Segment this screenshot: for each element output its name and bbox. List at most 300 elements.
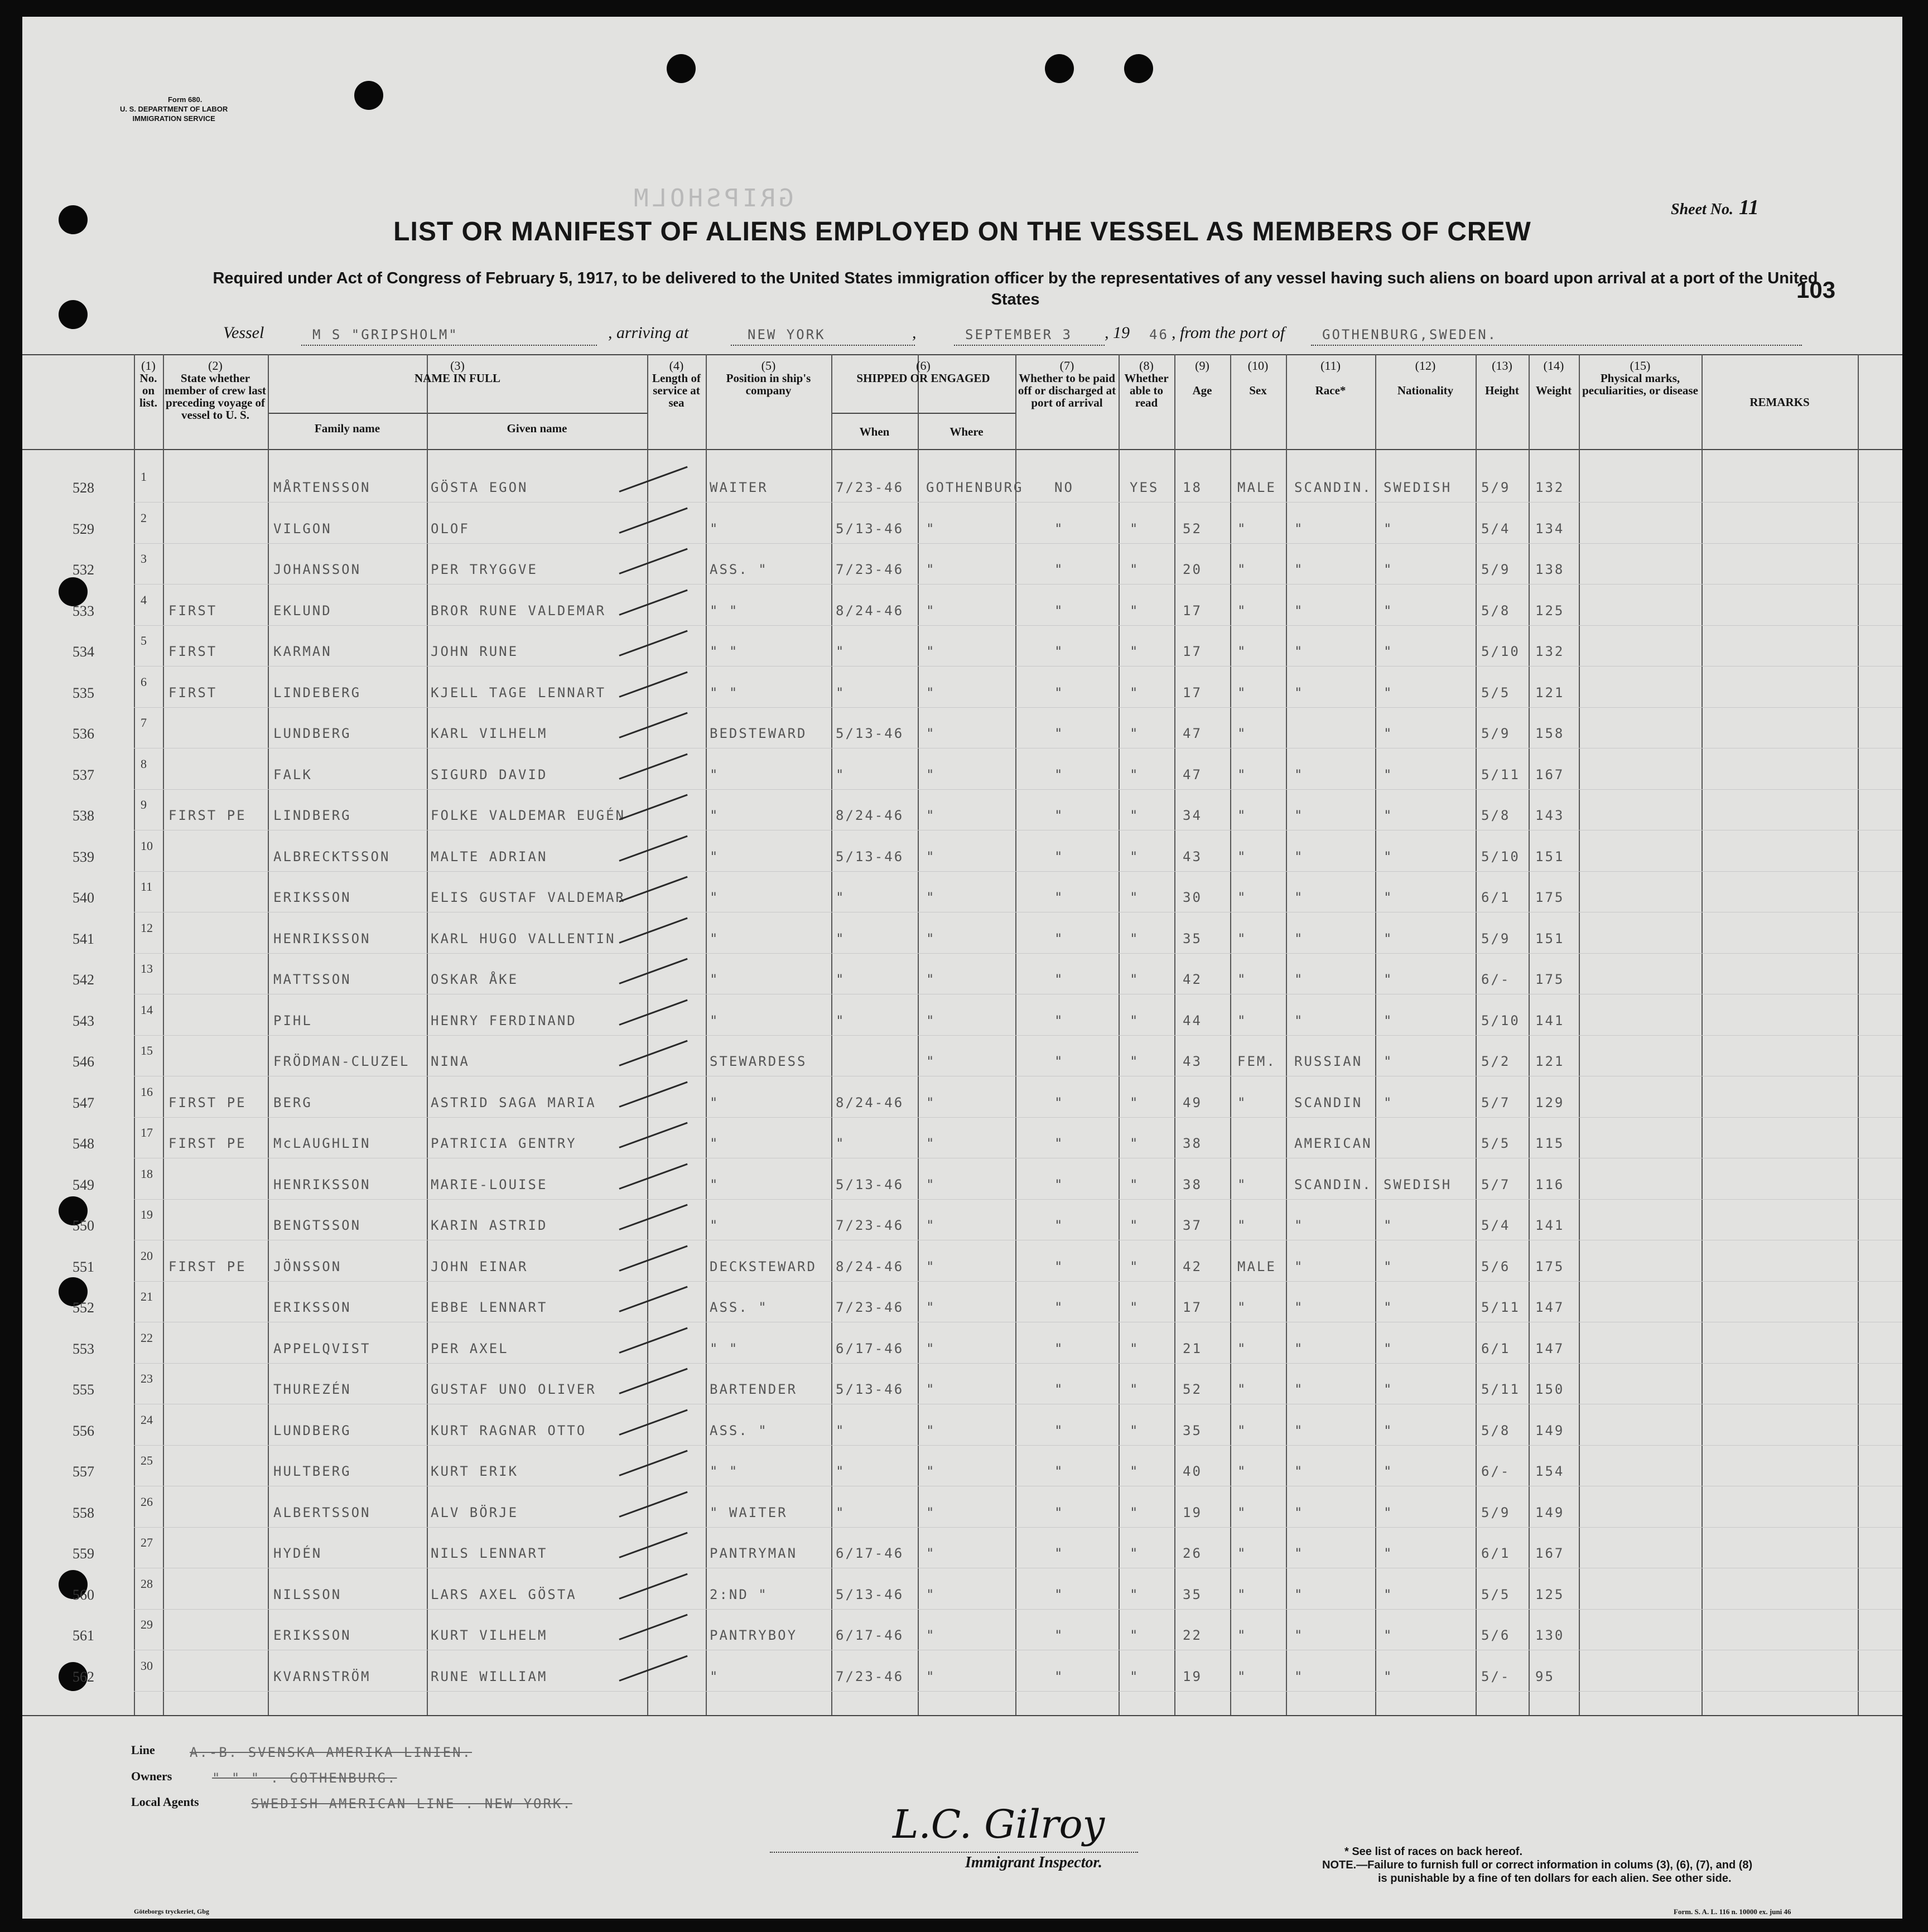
where-cell: " xyxy=(926,1176,936,1192)
family-name-cell: JÖNSSON xyxy=(273,1258,342,1274)
position-cell: STEWARDESS xyxy=(710,1054,807,1069)
sheet-number-value: 11 xyxy=(1739,196,1759,219)
read-cell: " xyxy=(1130,644,1140,659)
service-check-mark xyxy=(619,958,687,984)
list-number: 4 xyxy=(141,592,147,607)
position-cell: " xyxy=(710,1668,720,1684)
paid-cell: " xyxy=(1054,602,1064,619)
weight-cell: 150 xyxy=(1535,1382,1565,1397)
position-cell: " xyxy=(710,766,720,783)
weight-cell: 147 xyxy=(1535,1340,1565,1356)
form-number: Form 680. xyxy=(167,95,203,104)
sex-cell: " xyxy=(1237,1627,1247,1643)
where-cell: " xyxy=(926,1258,936,1274)
manifest-sheet xyxy=(22,17,1902,1919)
position-cell: " " xyxy=(710,1464,739,1479)
age-cell: 38 xyxy=(1183,1176,1202,1192)
height-cell: 5/9 xyxy=(1481,726,1511,741)
when-cell: " xyxy=(836,1136,846,1151)
position-cell: " xyxy=(710,1094,720,1110)
punch-hole xyxy=(1045,54,1074,83)
where-cell: " xyxy=(926,1382,936,1397)
when-cell: 7/23-46 xyxy=(836,1300,904,1315)
age-cell: 37 xyxy=(1183,1218,1202,1233)
read-cell: YES xyxy=(1130,480,1159,495)
punch-hole xyxy=(1124,54,1153,83)
row-rule xyxy=(134,1117,1902,1118)
table-top-rule xyxy=(22,354,1902,355)
family-name-cell: NILSSON xyxy=(273,1586,342,1602)
list-number: 13 xyxy=(141,962,153,975)
weight-cell: 151 xyxy=(1535,930,1565,946)
when-cell: 7/23-46 xyxy=(836,1218,904,1233)
nationality-cell: " xyxy=(1384,890,1394,905)
when-cell: 5/13-46 xyxy=(836,1382,904,1397)
given-name-cell: KURT ERIK xyxy=(431,1464,519,1479)
row-rule xyxy=(134,1609,1902,1610)
weight-cell: 175 xyxy=(1535,972,1565,987)
when-cell: 7/23-46 xyxy=(836,562,904,577)
where-cell: " xyxy=(926,1136,936,1151)
col-family-header: Family name xyxy=(314,422,380,435)
state-cell: FIRST PE xyxy=(168,1136,247,1151)
list-number: 9 xyxy=(141,798,147,812)
given-name-cell: GUSTAF UNO OLIVER xyxy=(431,1382,596,1397)
family-name-cell: ALBERTSSON xyxy=(273,1504,371,1520)
where-cell: " xyxy=(926,1545,936,1561)
weight-cell: 132 xyxy=(1535,644,1565,659)
given-name-cell: MALTE ADRIAN xyxy=(431,848,548,864)
given-name-cell: PER TRYGGVE xyxy=(431,562,538,577)
height-cell: 5/9 xyxy=(1481,480,1511,495)
col-name-header: (3) NAME IN FULL xyxy=(414,359,500,385)
col-service-header: (4) Length of service at sea xyxy=(652,359,701,409)
printer-imprint: Göteborgs tryckeriet, Gbg xyxy=(134,1907,209,1915)
list-number: 3 xyxy=(141,552,147,566)
paid-cell: " xyxy=(1054,1012,1064,1028)
given-name-cell: KURT RAGNAR OTTO xyxy=(431,1422,587,1438)
when-cell: " xyxy=(836,644,846,659)
service-check-mark xyxy=(619,876,687,902)
given-name-cell: KARIN ASTRID xyxy=(431,1218,548,1233)
state-cell: FIRST PE xyxy=(168,808,247,823)
read-cell: " xyxy=(1130,1627,1140,1643)
height-cell: 5/11 xyxy=(1481,1382,1520,1397)
position-cell: PANTRYBOY xyxy=(710,1627,798,1643)
record-number: 560 xyxy=(73,1586,94,1603)
position-cell: " xyxy=(710,1012,720,1028)
age-cell: 22 xyxy=(1183,1627,1202,1643)
nationality-cell: " xyxy=(1384,972,1394,987)
family-name-cell: HENRIKSSON xyxy=(273,1176,371,1192)
row-rule xyxy=(134,1035,1902,1036)
given-name-cell: BROR RUNE VALDEMAR xyxy=(431,602,606,619)
age-cell: 52 xyxy=(1183,520,1202,537)
sex-cell: " xyxy=(1237,930,1247,946)
nationality-cell: " xyxy=(1384,1258,1394,1274)
row-rule xyxy=(134,584,1902,585)
race-cell: " xyxy=(1294,684,1304,701)
height-cell: 5/9 xyxy=(1481,1504,1511,1520)
nationality-cell: " xyxy=(1384,1054,1394,1069)
record-number: 550 xyxy=(73,1218,94,1234)
punch-hole xyxy=(667,54,696,83)
service-check-mark xyxy=(619,630,687,656)
record-number: 556 xyxy=(73,1422,94,1439)
height-cell: 6/1 xyxy=(1481,1545,1511,1561)
given-name-cell: OSKAR ÅKE xyxy=(431,972,519,987)
race-cell: " xyxy=(1294,848,1304,864)
sex-cell: " xyxy=(1237,602,1247,619)
where-cell: " xyxy=(926,808,936,823)
record-number: 561 xyxy=(73,1627,94,1644)
race-cell: " xyxy=(1294,1340,1304,1356)
given-name-cell: ASTRID SAGA MARIA xyxy=(431,1094,596,1110)
given-name-cell: LARS AXEL GÖSTA xyxy=(431,1586,577,1602)
row-rule xyxy=(134,871,1902,872)
service-check-mark xyxy=(619,712,687,738)
read-cell: " xyxy=(1130,1340,1140,1356)
table-bottom-rule xyxy=(22,1715,1902,1716)
read-cell: " xyxy=(1130,1094,1140,1110)
weight-cell: 129 xyxy=(1535,1094,1565,1110)
weight-cell: 141 xyxy=(1535,1012,1565,1028)
list-number: 16 xyxy=(141,1084,153,1099)
race-cell: " xyxy=(1294,1545,1304,1561)
age-cell: 21 xyxy=(1183,1340,1202,1356)
height-cell: 5/6 xyxy=(1481,1627,1511,1643)
state-cell: FIRST PE xyxy=(168,1094,247,1110)
service-check-mark xyxy=(619,1368,687,1394)
height-cell: 5/5 xyxy=(1481,1586,1511,1602)
family-name-cell: LINDEBERG xyxy=(273,684,362,701)
read-cell: " xyxy=(1130,848,1140,864)
service-check-mark xyxy=(619,1081,687,1107)
weight-cell: 147 xyxy=(1535,1300,1565,1315)
race-cell: " xyxy=(1294,890,1304,905)
nationality-cell: " xyxy=(1384,1627,1394,1643)
race-cell: " xyxy=(1294,1218,1304,1233)
service-check-mark xyxy=(619,794,687,820)
position-cell: " xyxy=(710,848,720,864)
nationality-cell: SWEDISH xyxy=(1384,480,1452,495)
vessel-label: Vessel xyxy=(223,323,264,342)
service-check-mark xyxy=(619,671,687,697)
read-cell: " xyxy=(1130,602,1140,619)
record-number: 533 xyxy=(73,602,94,619)
col-sex-header: (10) Sex xyxy=(1247,359,1269,397)
paid-cell: " xyxy=(1054,972,1064,987)
record-number: 529 xyxy=(73,520,94,537)
col-height-header: (13) Height xyxy=(1485,359,1519,397)
sex-cell: " xyxy=(1237,1012,1247,1028)
race-cell: AMERICAN xyxy=(1294,1136,1372,1151)
arriving-label: , arriving at xyxy=(608,323,689,342)
position-cell: PANTRYMAN xyxy=(710,1545,798,1561)
position-cell: BEDSTEWARD xyxy=(710,726,807,741)
paid-cell: " xyxy=(1054,1094,1064,1110)
where-cell: " xyxy=(926,766,936,783)
sex-cell: " xyxy=(1237,562,1247,577)
footnote-penalty-cont: is punishable by a fine of ten dollars for each alien. See other side. xyxy=(1378,1872,1732,1885)
row-rule xyxy=(134,1281,1902,1282)
age-cell: 49 xyxy=(1183,1094,1202,1110)
age-cell: 18 xyxy=(1183,480,1202,495)
age-cell: 30 xyxy=(1183,890,1202,905)
family-name-cell: HENRIKSSON xyxy=(273,930,371,946)
family-name-cell: JOHANSSON xyxy=(273,562,362,577)
list-number: 10 xyxy=(141,838,153,853)
height-cell: 6/- xyxy=(1481,972,1511,987)
record-number: 559 xyxy=(73,1545,94,1562)
weight-cell: 115 xyxy=(1535,1136,1565,1151)
sex-cell: " xyxy=(1237,1545,1247,1561)
row-rule xyxy=(134,1363,1902,1364)
paid-cell: " xyxy=(1054,1504,1064,1520)
service-check-mark xyxy=(619,1573,687,1599)
arriving-underline xyxy=(731,345,915,346)
position-cell: " WAITER xyxy=(710,1504,788,1520)
where-cell: " xyxy=(926,644,936,659)
year-prefix: , 19 xyxy=(1105,323,1130,342)
nationality-cell: " xyxy=(1384,1545,1394,1561)
record-number: 542 xyxy=(73,972,94,988)
height-cell: 5/7 xyxy=(1481,1094,1511,1110)
weight-cell: 95 xyxy=(1535,1668,1555,1684)
sex-cell: " xyxy=(1237,1340,1247,1356)
nationality-cell: " xyxy=(1384,1300,1394,1315)
state-cell: FIRST xyxy=(168,602,218,619)
record-number: 532 xyxy=(73,562,94,578)
read-cell: " xyxy=(1130,1176,1140,1192)
height-cell: 5/6 xyxy=(1481,1258,1511,1274)
service-check-mark xyxy=(619,1491,687,1517)
record-number: 562 xyxy=(73,1668,94,1685)
nationality-cell: " xyxy=(1384,602,1394,619)
age-cell: 42 xyxy=(1183,972,1202,987)
paid-cell: " xyxy=(1054,520,1064,537)
list-number: 18 xyxy=(141,1166,153,1181)
where-cell: " xyxy=(926,1054,936,1069)
nationality-cell: " xyxy=(1384,1668,1394,1684)
when-cell: 5/13-46 xyxy=(836,726,904,741)
sex-cell: " xyxy=(1237,808,1247,823)
sex-cell: " xyxy=(1237,644,1247,659)
age-cell: 19 xyxy=(1183,1504,1202,1520)
list-number: 2 xyxy=(141,510,147,525)
family-name-cell: MATTSSON xyxy=(273,972,351,987)
list-number: 21 xyxy=(141,1289,153,1303)
list-number: 27 xyxy=(141,1535,153,1549)
record-number: 551 xyxy=(73,1258,94,1275)
when-cell: " xyxy=(836,1504,846,1520)
service-check-mark xyxy=(619,753,687,779)
record-number: 538 xyxy=(73,808,94,824)
read-cell: " xyxy=(1130,726,1140,741)
position-cell: " xyxy=(710,1176,720,1192)
age-cell: 35 xyxy=(1183,930,1202,946)
family-name-cell: ERIKSSON xyxy=(273,1300,351,1315)
record-number: 557 xyxy=(73,1464,94,1480)
height-cell: 5/10 xyxy=(1481,644,1520,659)
given-name-cell: SIGURD DAVID xyxy=(431,766,548,783)
given-name-cell: RUNE WILLIAM xyxy=(431,1668,548,1684)
sex-cell: " xyxy=(1237,1586,1247,1602)
sex-cell: " xyxy=(1237,520,1247,537)
list-number: 1 xyxy=(141,470,147,484)
sex-cell: " xyxy=(1237,684,1247,701)
sheet-number-label: Sheet No. xyxy=(1671,201,1733,218)
shipped-subheader-rule xyxy=(831,413,1015,414)
name-subheader-rule xyxy=(268,413,647,414)
paid-cell: " xyxy=(1054,1218,1064,1233)
list-number: 28 xyxy=(141,1576,153,1591)
race-cell: " xyxy=(1294,766,1304,783)
state-cell: FIRST xyxy=(168,644,218,659)
race-cell: SCANDIN. xyxy=(1294,1176,1372,1192)
nationality-cell: " xyxy=(1384,766,1394,783)
list-number: 11 xyxy=(141,880,153,893)
weight-cell: 132 xyxy=(1535,480,1565,495)
given-name-cell: GÖSTA EGON xyxy=(431,480,528,495)
given-name-cell: FOLKE VALDEMAR EUGÉN xyxy=(431,808,625,823)
when-cell: 6/17-46 xyxy=(836,1340,904,1356)
position-cell: ASS. " xyxy=(710,1422,768,1438)
given-name-cell: KARL VILHELM xyxy=(431,726,548,741)
page-subtitle: Required under Act of Congress of February 5, 1917, to be delivered to the United States immigration officer by the representatives of any vessel having such aliens on board upon arrival at a port of the United States xyxy=(213,269,1818,308)
record-number: 543 xyxy=(73,1012,94,1029)
paid-cell: " xyxy=(1054,930,1064,946)
service-check-mark xyxy=(619,1286,687,1312)
height-cell: 5/9 xyxy=(1481,562,1511,577)
record-number: 539 xyxy=(73,848,94,865)
record-number: 547 xyxy=(73,1094,94,1111)
read-cell: " xyxy=(1130,1464,1140,1479)
inspector-label: Immigrant Inspector. xyxy=(965,1854,1102,1871)
sex-cell: MALE xyxy=(1237,1258,1276,1274)
row-rule xyxy=(134,1691,1902,1692)
row-rule xyxy=(134,1527,1902,1528)
given-name-cell: NINA xyxy=(431,1054,470,1069)
position-cell: 2:ND " xyxy=(710,1586,768,1602)
footnote-penalty: NOTE.—Failure to furnish full or correct information in colums (3), (6), (7), and (8) xyxy=(1322,1859,1753,1871)
given-name-cell: HENRY FERDINAND xyxy=(431,1012,577,1028)
height-cell: 5/9 xyxy=(1481,930,1511,946)
nationality-cell: " xyxy=(1384,930,1394,946)
record-number: 548 xyxy=(73,1136,94,1152)
col-nationality-header: (12) Nationality xyxy=(1397,359,1454,397)
col-where-header: Where xyxy=(949,425,984,438)
weight-cell: 151 xyxy=(1535,848,1565,864)
where-cell: " xyxy=(926,1422,936,1438)
col-paid-header: (7) Whether to be paid off or discharged at port of arrival xyxy=(1018,359,1116,409)
sex-cell: " xyxy=(1237,1218,1247,1233)
service-check-mark xyxy=(619,835,687,861)
nationality-cell: " xyxy=(1384,562,1394,577)
when-cell: " xyxy=(836,1012,846,1028)
age-cell: 19 xyxy=(1183,1668,1202,1684)
service-check-mark xyxy=(619,1655,687,1681)
where-cell: " xyxy=(926,1504,936,1520)
agents-value: SWEDISH AMERICAN LINE . NEW YORK. xyxy=(251,1796,572,1812)
read-cell: " xyxy=(1130,562,1140,577)
list-number: 7 xyxy=(141,716,147,730)
sex-cell: " xyxy=(1237,1300,1247,1315)
paid-cell: " xyxy=(1054,1258,1064,1274)
department: U. S. DEPARTMENT OF LABOR xyxy=(120,105,228,113)
weight-cell: 154 xyxy=(1535,1464,1565,1479)
position-cell: " xyxy=(710,520,720,537)
page-title: LIST OR MANIFEST OF ALIENS EMPLOYED ON THE VESSEL AS MEMBERS OF CREW xyxy=(393,217,1531,247)
read-cell: " xyxy=(1130,930,1140,946)
record-number: 549 xyxy=(73,1176,94,1193)
sex-cell: " xyxy=(1237,1176,1247,1192)
list-number: 26 xyxy=(141,1494,153,1509)
where-cell: " xyxy=(926,1094,936,1110)
record-number: 558 xyxy=(73,1504,94,1521)
age-cell: 35 xyxy=(1183,1586,1202,1602)
weight-cell: 116 xyxy=(1535,1176,1565,1192)
paid-cell: " xyxy=(1054,1054,1064,1069)
paid-cell: " xyxy=(1054,890,1064,905)
read-cell: " xyxy=(1130,1586,1140,1602)
sex-cell: " xyxy=(1237,766,1247,783)
read-cell: " xyxy=(1130,808,1140,823)
weight-cell: 134 xyxy=(1535,520,1565,537)
list-number: 19 xyxy=(141,1208,153,1221)
when-cell: 7/23-46 xyxy=(836,480,904,495)
record-number: 546 xyxy=(73,1054,94,1070)
family-name-cell: LUNDBERG xyxy=(273,1422,351,1438)
height-cell: 5/10 xyxy=(1481,848,1520,864)
service-check-mark xyxy=(619,1163,687,1189)
service-check-mark xyxy=(619,1409,687,1435)
col-position-header: (5) Position in ship's company xyxy=(726,359,811,397)
record-number: 534 xyxy=(73,644,94,660)
height-cell: 5/8 xyxy=(1481,602,1511,619)
family-name-cell: ALBRECKTSSON xyxy=(273,848,391,864)
position-cell: " xyxy=(710,1218,720,1233)
col-race-header: (11) Race* xyxy=(1315,359,1346,397)
position-cell: " xyxy=(710,808,720,823)
race-cell: " xyxy=(1294,562,1304,577)
line-label: Line xyxy=(131,1743,155,1757)
sex-cell: " xyxy=(1237,1504,1247,1520)
paid-cell: " xyxy=(1054,1464,1064,1479)
position-cell: " " xyxy=(710,602,739,619)
arriving-value: NEW YORK xyxy=(748,327,826,342)
port-label: , from the port of xyxy=(1172,323,1285,342)
service-check-mark xyxy=(619,548,687,574)
weight-cell: 149 xyxy=(1535,1422,1565,1438)
weight-cell: 175 xyxy=(1535,1258,1565,1274)
year-value: 46 xyxy=(1149,327,1169,342)
race-cell: " xyxy=(1294,1464,1304,1479)
service-check-mark xyxy=(619,466,687,492)
row-rule xyxy=(134,707,1902,708)
given-name-cell: MARIE-LOUISE xyxy=(431,1176,548,1192)
family-name-cell: APPELQVIST xyxy=(273,1340,371,1356)
when-cell: " xyxy=(836,930,846,946)
given-name-cell: KARL HUGO VALLENTIN xyxy=(431,930,616,946)
weight-cell: 125 xyxy=(1535,602,1565,619)
given-name-cell: ELIS GUSTAF VALDEMAR xyxy=(431,890,625,905)
where-cell: " xyxy=(926,1218,936,1233)
read-cell: " xyxy=(1130,1218,1140,1233)
position-cell: WAITER xyxy=(710,480,768,495)
family-name-cell: KARMAN xyxy=(273,644,332,659)
nationality-cell: " xyxy=(1384,808,1394,823)
